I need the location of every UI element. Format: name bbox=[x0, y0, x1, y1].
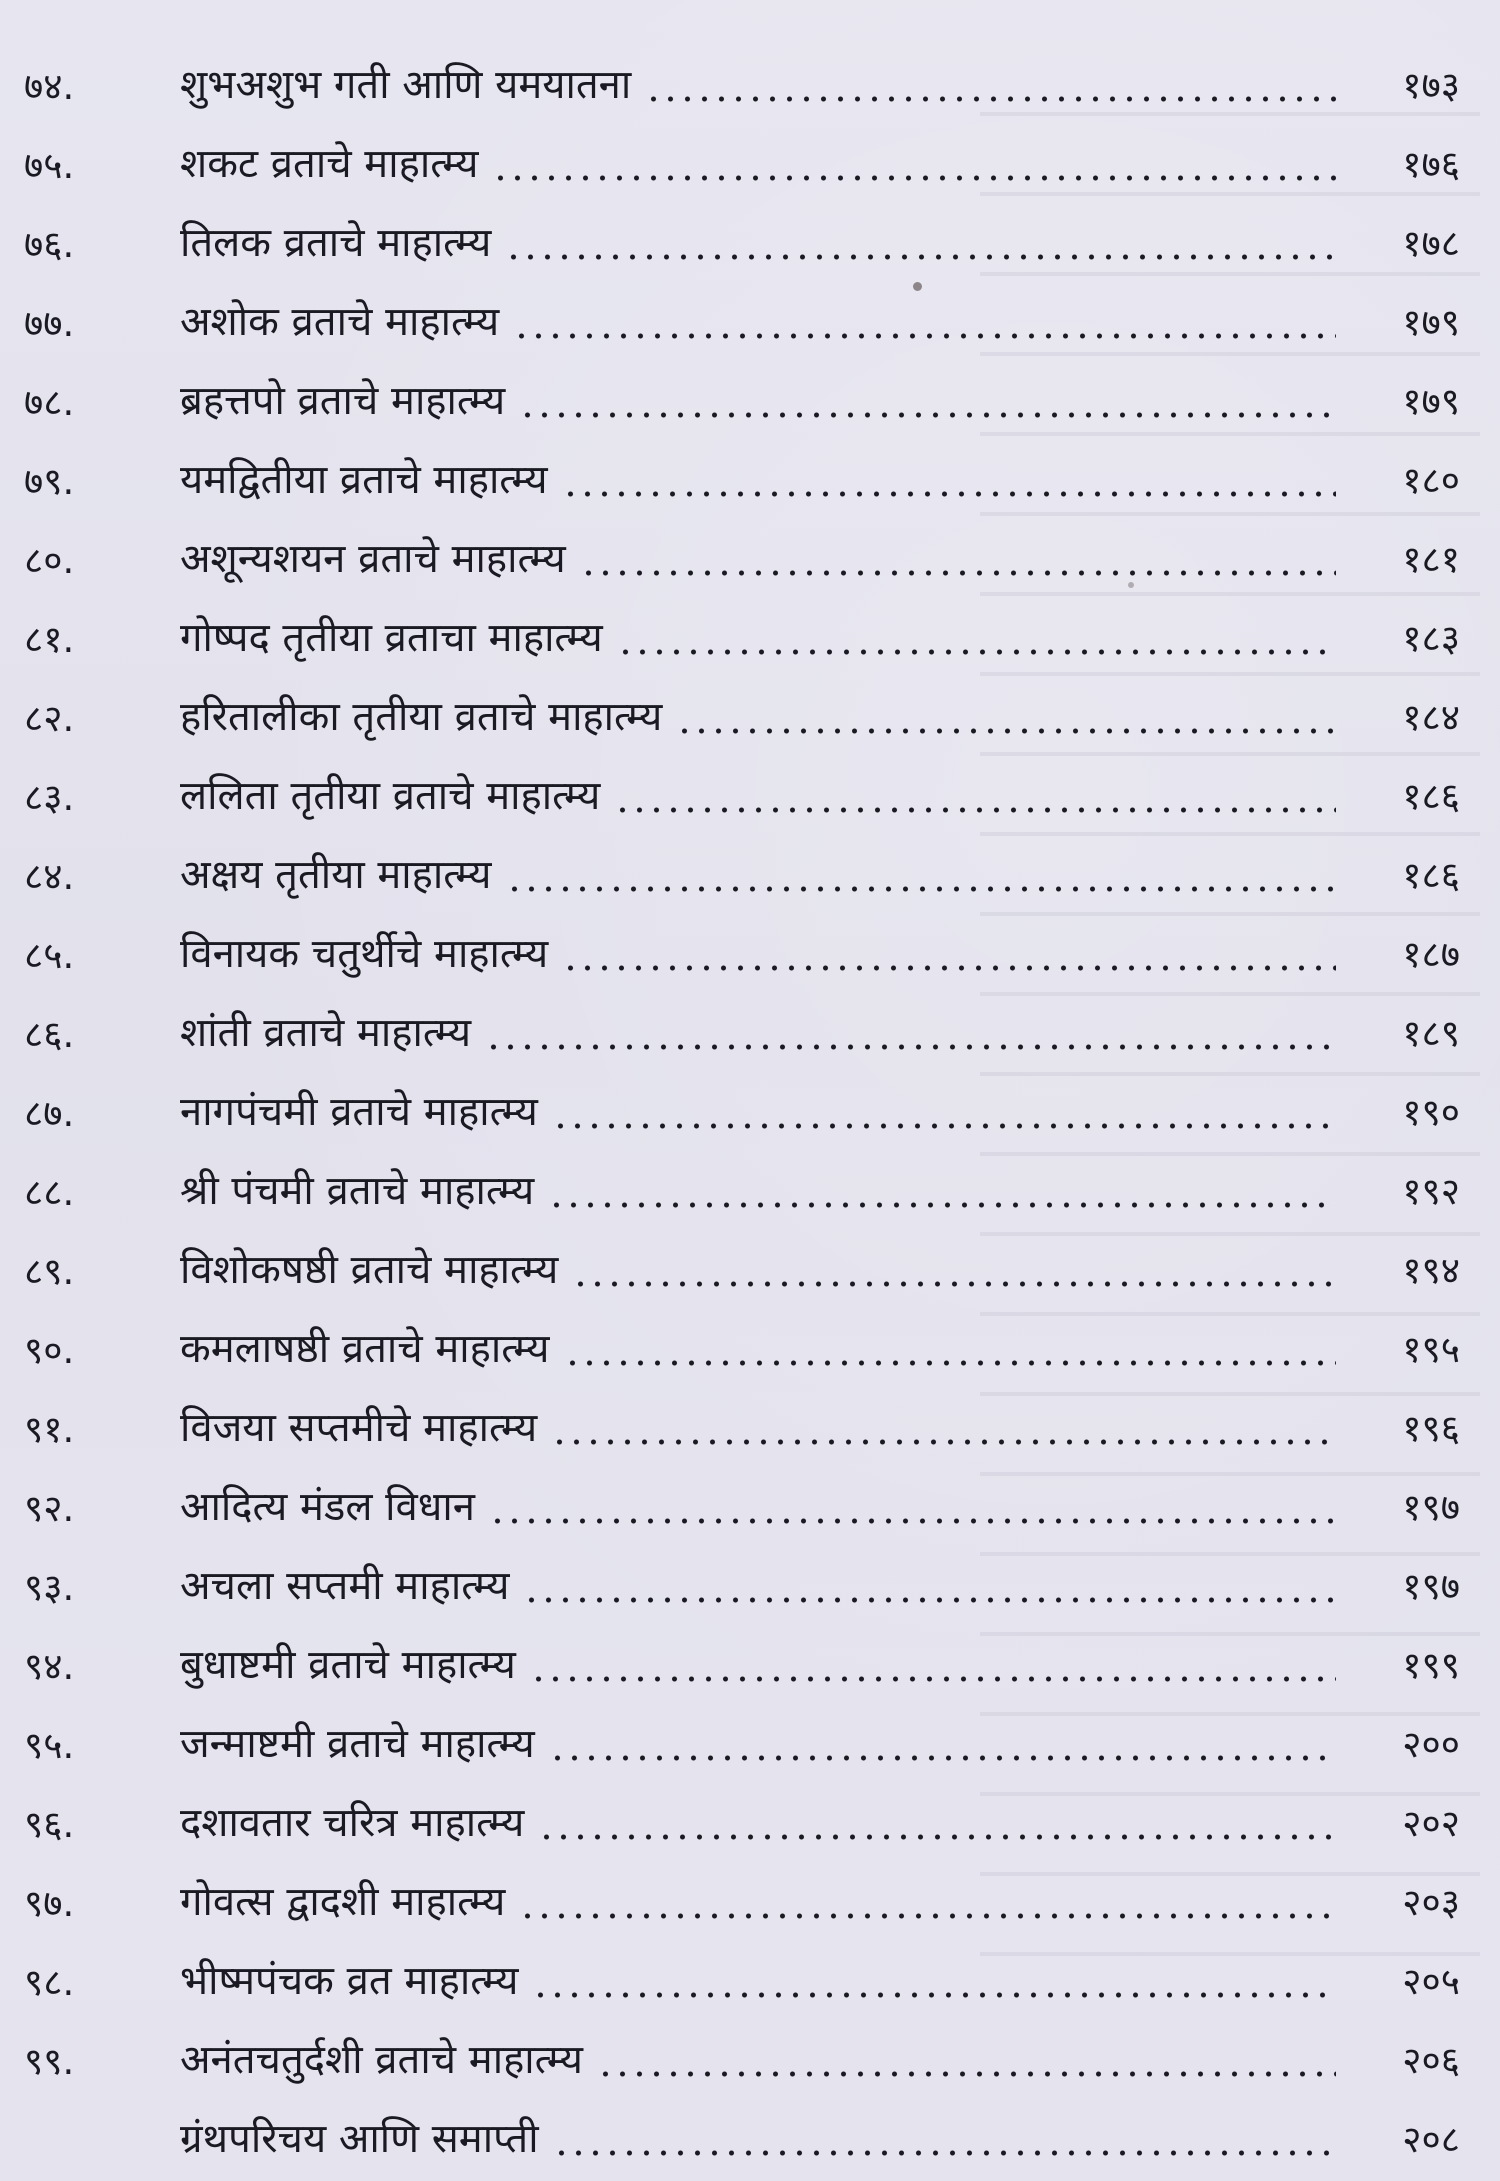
dot-leader bbox=[562, 491, 1336, 497]
toc-entry-line bbox=[180, 769, 1460, 824]
toc-entry-number: ९०. bbox=[24, 1329, 75, 1372]
toc-entry-line bbox=[180, 1954, 1460, 2009]
toc-entry-number: ७४. bbox=[24, 65, 75, 108]
toc-entry-page-number: २०३ bbox=[1402, 1881, 1460, 1924]
toc-entry-number: ८४. bbox=[24, 855, 75, 898]
toc-entry-line bbox=[180, 2033, 1460, 2088]
toc-entry-page-number: १८१ bbox=[1402, 538, 1460, 581]
toc-entry-title: दशावतार चरित्र माहात्म्य bbox=[180, 1800, 525, 1846]
toc-entry-page-number: २०२ bbox=[1402, 1802, 1460, 1845]
toc-entry-title: विजया सप्तमीचे माहात्म्य bbox=[180, 1405, 538, 1451]
toc-entry bbox=[0, 522, 1500, 601]
toc-entry-line bbox=[180, 1559, 1460, 1614]
toc-entry-number: ८९. bbox=[24, 1250, 75, 1293]
toc-entry bbox=[0, 1154, 1500, 1233]
toc-entry bbox=[0, 1470, 1500, 1549]
toc-entry-page-number: १८६ bbox=[1402, 775, 1460, 818]
toc-entry-number: ९९. bbox=[24, 2040, 75, 2083]
toc-entry-number: ८८. bbox=[24, 1171, 75, 1214]
dot-leader bbox=[506, 886, 1336, 892]
toc-entry-line bbox=[180, 216, 1460, 271]
toc-entry-page-number: १८० bbox=[1402, 459, 1460, 502]
toc-entry-line bbox=[180, 1875, 1460, 1930]
toc-entry-number: ७५. bbox=[24, 144, 75, 187]
toc-entry-title: आदित्य मंडल विधान bbox=[180, 1484, 475, 1530]
toc-entry-number: ९२. bbox=[24, 1487, 75, 1530]
dot-leader bbox=[551, 1439, 1336, 1445]
toc-entry-number: ८६. bbox=[24, 1013, 75, 1056]
toc-entry-title: गोवत्स द्वादशी माहात्म्य bbox=[180, 1879, 506, 1925]
toc-entry bbox=[0, 127, 1500, 206]
toc-entry-line bbox=[180, 611, 1460, 666]
toc-entry-number: ९१. bbox=[24, 1408, 75, 1451]
dot-leader bbox=[617, 649, 1336, 655]
toc-entry bbox=[0, 1786, 1500, 1865]
toc-entry-title: ब्रहत्तपो व्रताचे माहात्म्य bbox=[180, 378, 506, 424]
toc-entry-number: ७८. bbox=[24, 381, 75, 424]
toc-entry-title: अशोक व्रताचे माहात्म्य bbox=[180, 299, 500, 345]
toc-entry bbox=[0, 1391, 1500, 1470]
dot-leader bbox=[676, 728, 1336, 734]
toc-entry-page-number: १९२ bbox=[1402, 1170, 1460, 1213]
toc-entry-title: विनायक चतुर्थीचे माहात्म्य bbox=[180, 931, 549, 977]
toc-entry-page-number: २०० bbox=[1402, 1723, 1460, 1766]
toc-entry-page-number: १८६ bbox=[1402, 854, 1460, 897]
dot-leader bbox=[523, 1597, 1336, 1603]
toc-entry bbox=[0, 2102, 1500, 2181]
dot-leader bbox=[562, 965, 1336, 971]
toc-entry-title: नागपंचमी व्रताचे माहात्म्य bbox=[180, 1089, 538, 1135]
toc-entry-title: अचला सप्तमी माहात्म्य bbox=[180, 1563, 510, 1609]
toc-entry-line bbox=[180, 1480, 1460, 1535]
toc-entry-number: ७६. bbox=[24, 223, 75, 266]
toc-entry-number: ८३. bbox=[24, 776, 75, 819]
toc-entry-page-number: १८४ bbox=[1402, 696, 1460, 739]
toc-entry-page-number: १८७ bbox=[1402, 933, 1460, 976]
toc-entry bbox=[0, 206, 1500, 285]
dot-leader bbox=[549, 1755, 1336, 1761]
toc-entry-line bbox=[180, 1164, 1460, 1219]
toc-entry-page-number: १९६ bbox=[1402, 1407, 1460, 1450]
toc-entry-title: गोष्पद तृतीया व्रताचा माहात्म्य bbox=[180, 615, 603, 661]
toc-entry-title: ग्रंथपरिचय आणि समाप्ती bbox=[180, 2116, 539, 2162]
toc-entry-title: भीष्मपंचक व्रत माहात्म्य bbox=[180, 1958, 519, 2004]
toc-entry-page-number: १८९ bbox=[1402, 1012, 1460, 1055]
toc-entry-title: जन्माष्टमी व्रताचे माहात्म्य bbox=[180, 1721, 535, 1767]
toc-entry-number: ८२. bbox=[24, 697, 75, 740]
toc-entry-page-number: २०८ bbox=[1402, 2118, 1460, 2161]
toc-entry-page-number: १७९ bbox=[1402, 380, 1460, 423]
toc-entry-page-number: १९९ bbox=[1402, 1644, 1460, 1687]
dot-leader bbox=[519, 412, 1336, 418]
toc-entry-title: कमलाषष्ठी व्रताचे माहात्म्य bbox=[180, 1326, 550, 1372]
toc-entry-number: ८५. bbox=[24, 934, 75, 977]
toc-entry bbox=[0, 838, 1500, 917]
toc-entry-title: शांती व्रताचे माहात्म्य bbox=[180, 1010, 472, 1056]
dot-leader bbox=[564, 1360, 1336, 1366]
dot-leader bbox=[580, 570, 1336, 576]
dot-leader bbox=[485, 1044, 1336, 1050]
toc-entry bbox=[0, 680, 1500, 759]
toc-entry bbox=[0, 2023, 1500, 2102]
toc-entry-page-number: १९७ bbox=[1402, 1486, 1460, 1529]
table-of-contents bbox=[0, 48, 1500, 2181]
toc-entry bbox=[0, 48, 1500, 127]
toc-entry bbox=[0, 601, 1500, 680]
dot-leader bbox=[513, 333, 1336, 339]
dot-leader bbox=[505, 254, 1336, 260]
toc-entry-page-number: २०६ bbox=[1402, 2039, 1460, 2082]
toc-entry bbox=[0, 443, 1500, 522]
toc-entry-line bbox=[180, 1243, 1460, 1298]
toc-entry-line bbox=[180, 374, 1460, 429]
toc-entry bbox=[0, 1628, 1500, 1707]
toc-entry-line bbox=[180, 927, 1460, 982]
toc-entry-line bbox=[180, 1401, 1460, 1456]
toc-entry-line bbox=[180, 137, 1460, 192]
toc-entry bbox=[0, 1944, 1500, 2023]
toc-entry-line bbox=[180, 1085, 1460, 1140]
toc-entry bbox=[0, 1312, 1500, 1391]
toc-entry-line bbox=[180, 2112, 1460, 2167]
toc-entry-line bbox=[180, 453, 1460, 508]
toc-entry-page-number: २०५ bbox=[1402, 1960, 1460, 2003]
toc-entry bbox=[0, 917, 1500, 996]
toc-entry-title: विशोकषष्ठी व्रताचे माहात्म्य bbox=[180, 1247, 559, 1293]
dot-leader bbox=[489, 1518, 1336, 1524]
toc-entry-title: श्री पंचमी व्रताचे माहात्म्य bbox=[180, 1168, 535, 1214]
toc-entry bbox=[0, 1075, 1500, 1154]
toc-entry-page-number: १७८ bbox=[1402, 222, 1460, 265]
toc-entry-number: ७७. bbox=[24, 302, 75, 345]
toc-entry-line bbox=[180, 1796, 1460, 1851]
dot-leader bbox=[530, 1676, 1336, 1682]
toc-entry-number: ८१. bbox=[24, 618, 75, 661]
toc-entry-page-number: १७९ bbox=[1402, 301, 1460, 344]
dot-leader bbox=[552, 1123, 1336, 1129]
dot-leader bbox=[532, 1992, 1336, 1998]
toc-entry-line bbox=[180, 532, 1460, 587]
toc-entry bbox=[0, 364, 1500, 443]
toc-entry-title: ललिता तृतीया व्रताचे माहात्म्य bbox=[180, 773, 601, 819]
toc-entry-number: ८०. bbox=[24, 539, 75, 582]
dot-leader bbox=[572, 1281, 1336, 1287]
toc-entry-title: अनंतचतुर्दशी व्रताचे माहात्म्य bbox=[180, 2037, 583, 2083]
toc-entry-title: यमद्वितीया व्रताचे माहात्म्य bbox=[180, 457, 548, 503]
dot-leader bbox=[492, 175, 1336, 181]
toc-entry-line bbox=[180, 295, 1460, 350]
toc-entry-page-number: १९५ bbox=[1402, 1328, 1460, 1371]
toc-entry-title: शकट व्रताचे माहात्म्य bbox=[180, 141, 479, 187]
dot-leader bbox=[519, 1913, 1336, 1919]
toc-entry-line bbox=[180, 848, 1460, 903]
dot-leader bbox=[645, 96, 1336, 102]
toc-entry-title: तिलक व्रताचे माहात्म्य bbox=[180, 220, 492, 266]
dot-leader bbox=[548, 1202, 1336, 1208]
toc-entry-number: ९७. bbox=[24, 1882, 75, 1925]
toc-entry-page-number: १७३ bbox=[1402, 64, 1460, 107]
dot-leader bbox=[614, 807, 1336, 813]
toc-entry-page-number: १७६ bbox=[1402, 143, 1460, 186]
dot-leader bbox=[538, 1834, 1336, 1840]
toc-entry-page-number: १८३ bbox=[1402, 617, 1460, 660]
toc-entry-title: अशून्यशयन व्रताचे माहात्म्य bbox=[180, 536, 566, 582]
toc-entry bbox=[0, 1233, 1500, 1312]
toc-entry bbox=[0, 996, 1500, 1075]
toc-entry-title: शुभअशुभ गती आणि यमयातना bbox=[180, 62, 632, 108]
toc-entry-page-number: १९० bbox=[1402, 1091, 1460, 1134]
toc-entry-number: ९३. bbox=[24, 1566, 75, 1609]
toc-entry-number: ९५. bbox=[24, 1724, 75, 1767]
toc-entry-title: अक्षय तृतीया माहात्म्य bbox=[180, 852, 492, 898]
toc-entry-number: ९८. bbox=[24, 1961, 75, 2004]
toc-entry bbox=[0, 1549, 1500, 1628]
toc-entry bbox=[0, 285, 1500, 364]
toc-entry bbox=[0, 1707, 1500, 1786]
toc-entry-page-number: १९७ bbox=[1402, 1565, 1460, 1608]
toc-entry-title: बुधाष्टमी व्रताचे माहात्म्य bbox=[180, 1642, 516, 1688]
toc-entry-line bbox=[180, 1006, 1460, 1061]
toc-entry-line bbox=[180, 1638, 1460, 1693]
toc-entry-title: हरितालीका तृतीया व्रताचे माहात्म्य bbox=[180, 694, 663, 740]
toc-entry bbox=[0, 759, 1500, 838]
dot-leader bbox=[597, 2071, 1336, 2077]
toc-entry-line bbox=[180, 1717, 1460, 1772]
toc-entry bbox=[0, 1865, 1500, 1944]
toc-entry-number: ९६. bbox=[24, 1803, 75, 1846]
toc-entry-line bbox=[180, 690, 1460, 745]
toc-entry-number: ८७. bbox=[24, 1092, 75, 1135]
toc-entry-number: ७९. bbox=[24, 460, 75, 503]
dot-leader bbox=[553, 2150, 1336, 2156]
toc-entry-number: ९४. bbox=[24, 1645, 75, 1688]
toc-entry-page-number: १९४ bbox=[1402, 1249, 1460, 1292]
toc-entry-line bbox=[180, 1322, 1460, 1377]
toc-entry-line bbox=[180, 58, 1460, 113]
